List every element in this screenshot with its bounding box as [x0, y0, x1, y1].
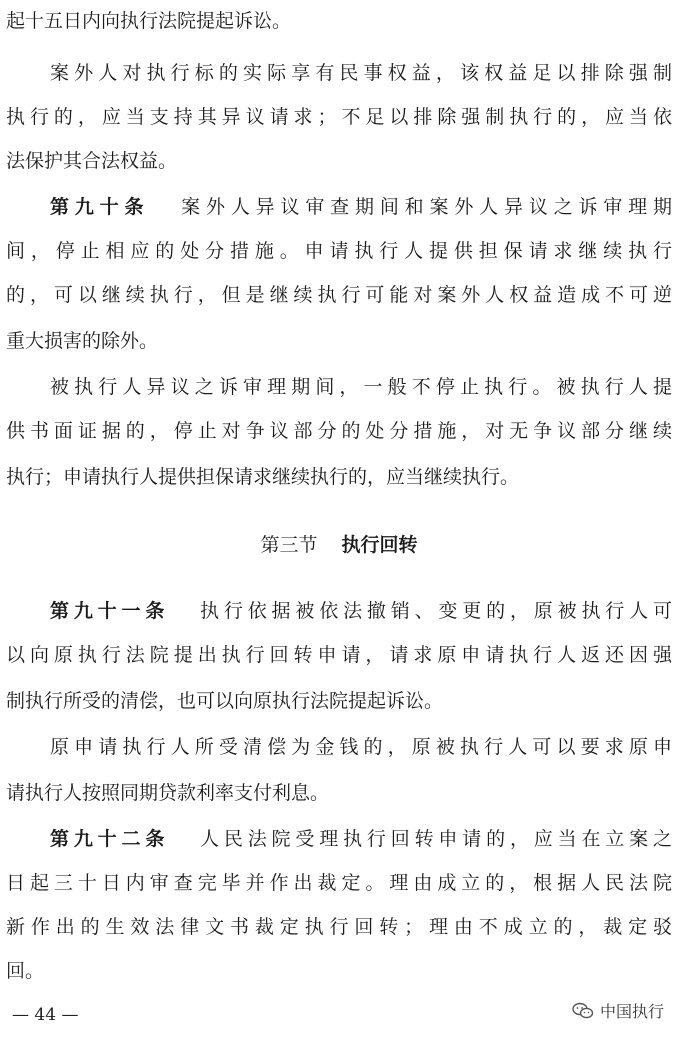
text-line: 制执行所受的清偿，也可以向原执行法院提起诉讼。 — [6, 690, 444, 712]
text-line: 间，停止相应的处分措施。申请执行人提供担保请求继续执行 — [6, 240, 672, 262]
text-line: 执行的，应当支持其异议请求；不足以排除强制执行的，应当依 — [6, 106, 672, 128]
article-number: 第九十一条 — [50, 600, 170, 622]
wechat-icon — [572, 1002, 594, 1020]
page-number: — 44 — — [12, 1005, 79, 1025]
text-line: 回。 — [6, 960, 45, 982]
article-number: 第九十条 — [50, 196, 150, 218]
watermark-text: 中国执行 — [599, 1002, 664, 1021]
text-line: 原申请执行人所受清偿为金钱的，原被执行人可以要求原申 — [50, 736, 672, 758]
text-line: 起十五日内向执行法院提起诉讼。 — [6, 10, 292, 32]
text-line: 被执行人异议之诉审理期间，一般不停止执行。被执行人提 — [50, 376, 672, 398]
text-line: 请执行人按照同期贷款利率支付利息。 — [6, 782, 330, 804]
article-number: 第九十二条 — [50, 828, 170, 850]
wechat-watermark — [572, 999, 664, 1022]
text-line: 日起三十日内审查完毕并作出裁定。理由成立的，根据人民法院 — [6, 872, 672, 894]
article-line: 第九十条 案外人异议审查期间和案外人异议之诉审理期 — [50, 196, 672, 218]
text-line: 案外人对执行标的实际享有民事权益，该权益足以排除强制 — [50, 62, 672, 84]
text-line: 法保护其合法权益。 — [6, 150, 178, 172]
section-number: 第三节 — [260, 534, 318, 556]
text-line: 新作出的生效法律文书裁定执行回转；理由不成立的，裁定驳 — [6, 916, 672, 938]
article-line: 第九十二条 人民法院受理执行回转申请的，应当在立案之 — [50, 828, 672, 850]
text-line: 的，可以继续执行，但是继续执行可能对案外人权益造成不可逆 — [6, 284, 672, 306]
section-title: 执行回转 — [341, 534, 418, 556]
text-line: 执行；申请执行人提供担保请求继续执行的，应当继续执行。 — [6, 466, 520, 488]
section-heading — [0, 532, 678, 558]
text-line: 以向原执行法院提出执行回转申请，请求原申请执行人返还因强 — [6, 644, 672, 666]
text-line: 重大损害的除外。 — [6, 330, 159, 352]
text-line: 供书面证据的，停止对争议部分的处分措施，对无争议部分继续 — [6, 420, 672, 442]
article-line: 第九十一条 执行依据被依法撤销、变更的，原被执行人可 — [50, 600, 672, 622]
